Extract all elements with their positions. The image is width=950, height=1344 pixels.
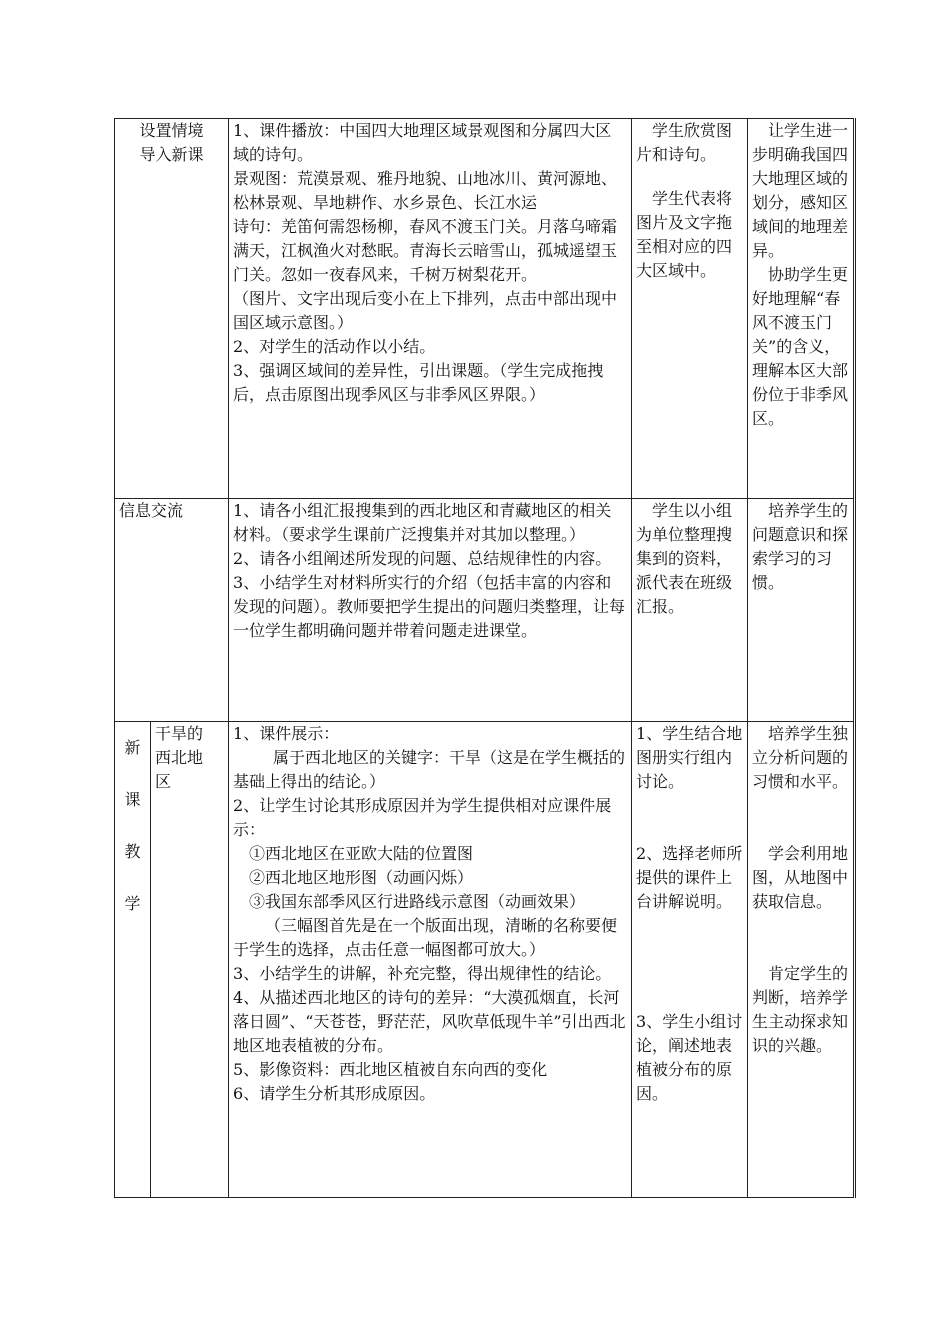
teacher-text: 2、请各小组阐述所发现的问题、总结规律性的内容。 xyxy=(233,549,612,568)
purpose-cell xyxy=(748,722,855,1198)
teacher-text: （图片、文字出现后变小在上下排列，点击中部出现中国区域示意图。） xyxy=(233,289,618,332)
teacher-text: 1、课件展示： xyxy=(233,724,340,743)
purpose-text: 肯定学生的判断，培养学生主动探求知识的兴趣。 xyxy=(752,964,849,1055)
lesson-plan-table xyxy=(114,118,856,1198)
topic-label: 西北地 xyxy=(155,748,204,767)
teacher-text: 诗句：羌笛何需怨杨柳，春风不渡玉门关。月落乌啼霜满天，江枫渔火对愁眠。青海长云暗雪山，孤城遥望玉门关。忽如一夜春风来，千树万树梨花开。 xyxy=(233,217,618,284)
stage-label: 设置情境 xyxy=(139,121,204,140)
purpose-text: 让学生进一步明确我国四大地理区域的划分，感知区域间的地理差异。 xyxy=(752,121,849,260)
topic-label: 区 xyxy=(155,772,172,791)
student-text: 1、学生结合地图册实行组内讨论。 xyxy=(636,724,743,791)
topic-cell xyxy=(151,722,229,1198)
purpose-cell xyxy=(748,119,855,499)
teacher-activity-cell xyxy=(229,119,632,499)
stage-cell xyxy=(115,722,151,1198)
student-text: 学生以小组为单位整理搜集到的资料，派代表在班级汇报。 xyxy=(636,501,733,616)
teacher-text: 1、课件播放：中国四大地理区域景观图和分属四大区域的诗句。 xyxy=(233,121,612,164)
table-row xyxy=(115,722,855,1198)
student-text: 学生代表将图片及文字拖至相对应的四大区域中。 xyxy=(636,189,733,280)
stage-label: 导入新课 xyxy=(139,145,204,164)
teacher-text: 2、对学生的活动作以小结。 xyxy=(233,337,436,356)
purpose-text: 培养学生独立分析问题的习惯和水平。 xyxy=(752,724,849,791)
student-activity-cell xyxy=(632,722,748,1198)
table-row xyxy=(115,119,855,499)
topic-label: 干旱的 xyxy=(155,724,204,743)
stage-char: 新 xyxy=(124,738,141,757)
teacher-text: 3、小结学生对材料所实行的介绍（包括丰富的内容和发现的问题）。教师要把学生提出的问题归类整理，让每一位学生都明确问题并带着问题走进课堂。 xyxy=(233,573,626,640)
purpose-text: 培养学生的问题意识和探索学习的习惯。 xyxy=(752,501,849,592)
teacher-text: 5、影像资料：西北地区植被自东向西的变化 xyxy=(233,1060,548,1079)
table-row xyxy=(115,499,855,722)
student-text: 学生欣赏图片和诗句。 xyxy=(636,121,733,164)
teacher-text: 6、请学生分析其形成原因。 xyxy=(233,1084,436,1103)
teacher-text: （三幅图首先是在一个版面出现，清晰的名称要便于学生的选择，点击任意一幅图都可放大。） xyxy=(233,916,618,959)
purpose-text: 协助学生更好地理解“春风不渡玉门关”的含义，理解本区大部份位于非季风区。 xyxy=(752,265,849,428)
teacher-text: ②西北地区地形图（动画闪烁） xyxy=(249,868,474,887)
student-text: 3、学生小组讨论，阐述地表植被分布的原因。 xyxy=(636,1012,743,1103)
stage-cell xyxy=(115,119,229,499)
teacher-text: 2、让学生讨论其形成原因并为学生提供相对应课件展示： xyxy=(233,796,612,839)
stage-char: 学 xyxy=(124,894,141,913)
teacher-activity-cell xyxy=(229,499,632,722)
teacher-text: 4、从描述西北地区的诗句的差异：“大漠孤烟直，长河落日圆”、“天苍苍，野茫茫，风吹草低现牛羊”引出西北地区地表植被的分布。 xyxy=(233,988,626,1055)
stage-label: 信息交流 xyxy=(119,501,184,520)
purpose-text: 学会利用地图，从地图中获取信息。 xyxy=(752,844,849,911)
teacher-text: ①西北地区在亚欧大陆的位置图 xyxy=(249,844,474,863)
student-text: 2、选择老师所提供的课件上台讲解说明。 xyxy=(636,844,743,911)
student-activity-cell xyxy=(632,499,748,722)
stage-char: 教 xyxy=(124,842,141,861)
teacher-text: ③我国东部季风区行进路线示意图（动画效果） xyxy=(249,892,586,911)
teacher-activity-cell xyxy=(229,722,632,1198)
purpose-cell xyxy=(748,499,855,722)
student-activity-cell xyxy=(632,119,748,499)
stage-cell xyxy=(115,499,229,722)
teacher-text: 3、强调区域间的差异性，引出课题。（学生完成拖拽后，点击原图出现季风区与非季风区界限。） xyxy=(233,361,604,404)
teacher-text: 景观图：荒漠景观、雅丹地貌、山地冰川、黄河源地、松林景观、旱地耕作、水乡景色、长江水运 xyxy=(233,169,618,212)
teacher-text: 3、小结学生的讲解，补充完整，得出规律性的结论。 xyxy=(233,964,612,983)
teacher-text: 1、请各小组汇报搜集到的西北地区和青藏地区的相关材料。（要求学生课前广泛搜集并对其加以整理。） xyxy=(233,501,612,544)
teacher-text: 属于西北地区的关键字：干旱（这是在学生概括的基础上得出的结论。） xyxy=(233,748,626,791)
stage-char: 课 xyxy=(124,790,141,809)
